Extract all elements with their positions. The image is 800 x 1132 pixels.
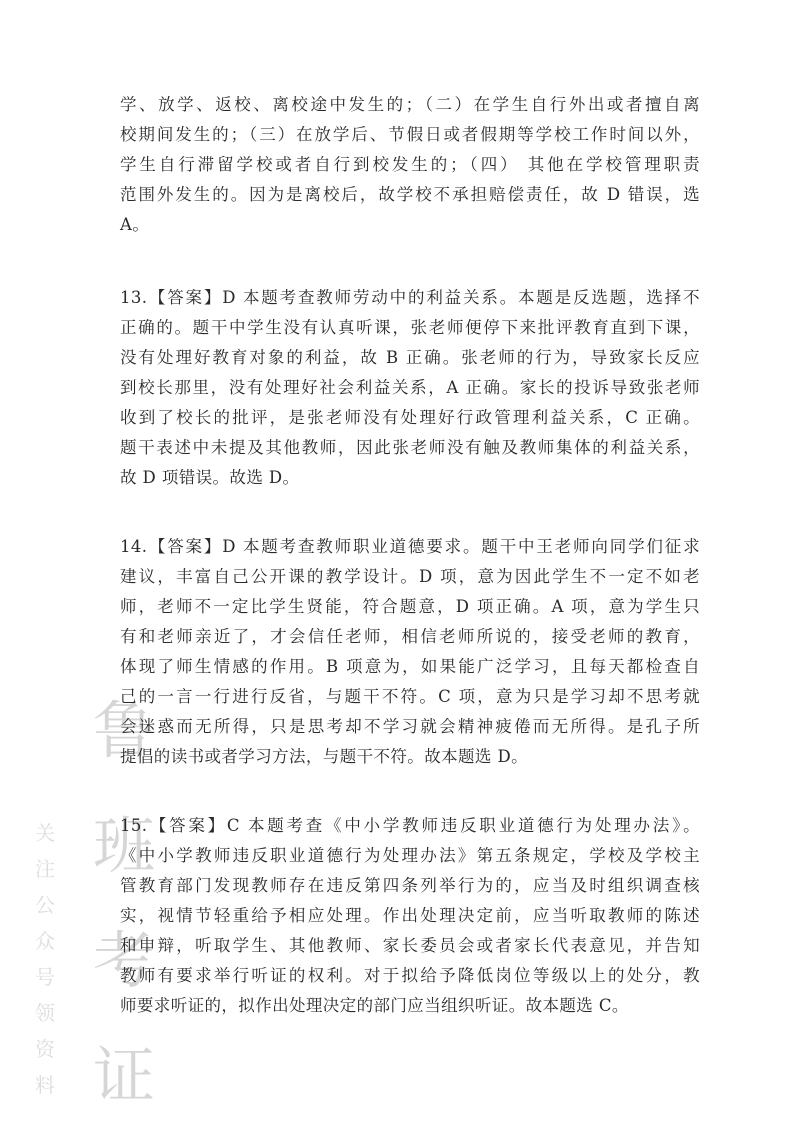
answer-15 [120, 811, 700, 1021]
text-line: 学生自行滞留学校或者自行到校发生的；（四） 其他在学校管理职责 [120, 155, 700, 174]
text-line: 14.【答案】D 本题考查教师职业道德要求。题干中王老师向同学们征求 [120, 537, 700, 556]
watermark-char-1: 鲁 [92, 694, 155, 767]
text-line: A。 [120, 215, 150, 234]
text-line: 故 D 项错误。故选 D。 [120, 468, 300, 487]
text-line: 校期间发生的；（三）在放学后、节假日或者假期等学校工作时间以外， [120, 125, 700, 144]
watermark-small-char: 注 [35, 857, 55, 881]
text-line: 己的一言一行进行反省，与题干不符。C 项，意为只是学习却不思考就 [120, 687, 700, 706]
answer-12-continuation [120, 90, 700, 240]
text-line: 正确的。题干中学生没有认真听课，张老师便停下来批评教育直到下课， [120, 318, 700, 337]
text-line: 师，老师不一定比学生贤能，符合题意，D 项正确。A 项，意为学生只 [120, 597, 700, 616]
watermark-vertical-text [30, 815, 60, 1103]
watermark-char-2: 班 [92, 809, 155, 882]
watermark-small-char: 资 [35, 1037, 55, 1061]
text-line: 收到了校长的批评，是张老师没有处理好行政管理利益关系，C 正确。 [120, 408, 700, 427]
text-line: 《中小学教师违反职业道德行为处理办法》第五条规定，学校及学校主 [120, 846, 700, 865]
text-line: 13.【答案】D 本题考查教师劳动中的利益关系。本题是反选题，选择不 [120, 288, 700, 307]
watermark-small-char: 众 [35, 929, 55, 953]
text-line: 体现了师生情感的作用。B 项意为，如果能广泛学习，且每天都检查自 [120, 657, 700, 676]
text-line: 学、放学、返校、离校途中发生的；（二）在学生自行外出或者擅自离 [120, 95, 700, 114]
text-line: 和申辩，听取学生、其他教师、家长委员会或者家长代表意见，并告知 [120, 936, 700, 955]
watermark-small-char: 料 [35, 1073, 55, 1097]
watermark-small-char: 号 [35, 965, 55, 989]
text-line: 教师有要求举行听证的权利。对于拟给予降低岗位等级以上的处分，教 [120, 966, 700, 985]
text-line: 建议，丰富自己公开课的教学设计。D 项，意为因此学生不一定不如老 [120, 567, 700, 586]
text-line: 范围外发生的。因为是离校后，故学校不承担赔偿责任，故 D 错误，选 [120, 185, 700, 204]
text-line: 题干表述中未提及其他教师，因此张老师没有触及教师集体的利益关系， [120, 438, 700, 457]
text-line: 15.【答案】C 本题考查《中小学教师违反职业道德行为处理办法》。 [120, 816, 700, 835]
answer-14 [120, 532, 700, 772]
text-line: 会迷惑而无所得，只是思考却不学习就会精神疲倦而无所得。是孔子所 [120, 717, 700, 736]
text-line: 师要求听证的，拟作出处理决定的部门应当组织听证。故本题选 C。 [120, 996, 629, 1015]
watermark-char-3: 考 [92, 924, 155, 997]
text-line: 有和老师亲近了，才会信任老师，相信老师所说的，接受老师的教育， [120, 627, 700, 646]
watermark-small-char: 公 [35, 893, 55, 917]
text-line: 实，视情节轻重给予相应处理。作出处理决定前，应当听取教师的陈述 [120, 906, 700, 925]
text-line: 没有处理好教育对象的利益，故 B 正确。张老师的行为，导致家长反应 [120, 348, 700, 367]
answer-13 [120, 283, 700, 493]
watermark-char-4: 证 [92, 1039, 155, 1112]
text-line: 到校长那里，没有处理好社会利益关系，A 正确。家长的投诉导致张老师 [120, 378, 700, 397]
text-line: 管教育部门发现教师存在违反第四条列举行为的，应当及时组织调查核 [120, 876, 700, 895]
text-line: 提倡的读书或者学习方法，与题干不符。故本题选 D。 [120, 747, 528, 766]
watermark-small-char: 关 [35, 821, 55, 845]
watermark-small-char: 领 [35, 1001, 55, 1025]
